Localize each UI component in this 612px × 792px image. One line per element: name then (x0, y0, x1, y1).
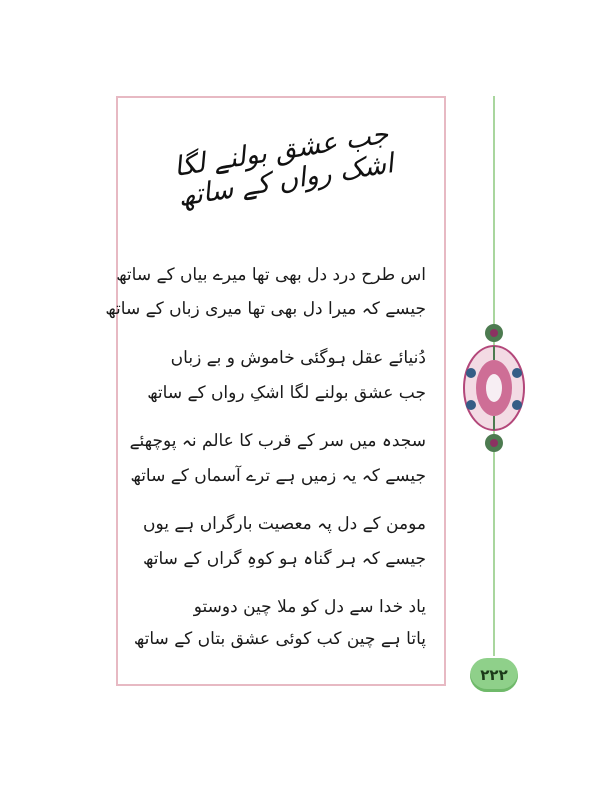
verse-line: اس طرح درد دل بھی تھا میرے بیاں کے ساتھ (116, 265, 426, 285)
verse-line: یاد خدا سے دل کو ملا چین دوستو (193, 597, 426, 617)
verse-line: جیسے کہ یہ زمیں ہے ترے آسماں کے ساتھ (130, 466, 426, 486)
verse-line: جب عشق بولنے لگا اشکِ رواں کے ساتھ (147, 383, 426, 403)
verse-line: جیسے کہ میرا دل بھی تھا میری زباں کے ساتھ (105, 299, 426, 319)
verse-line: جیسے کہ ہر گناہ ہو کوہِ گراں کے ساتھ (143, 549, 426, 569)
verse-line: پاتا ہے چین کب کوئی عشق بتاں کے ساتھ (133, 629, 426, 649)
poem-title: جب عشق بولنے لگا اشک رواں کے ساتھ (171, 118, 396, 213)
verse-line: دُنیائے عقل ہوگئی خاموش و بے زباں (170, 348, 426, 368)
verse-line: سجدہ میں سر کے قرب کا عالم نہ پوچھئے (129, 431, 426, 451)
verse-line: مومن کے دل پہ معصیت بارگراں ہے یوں (142, 514, 426, 534)
floral-ornament-icon (461, 313, 527, 463)
page-number-badge: ۲۲۲ (470, 658, 518, 692)
